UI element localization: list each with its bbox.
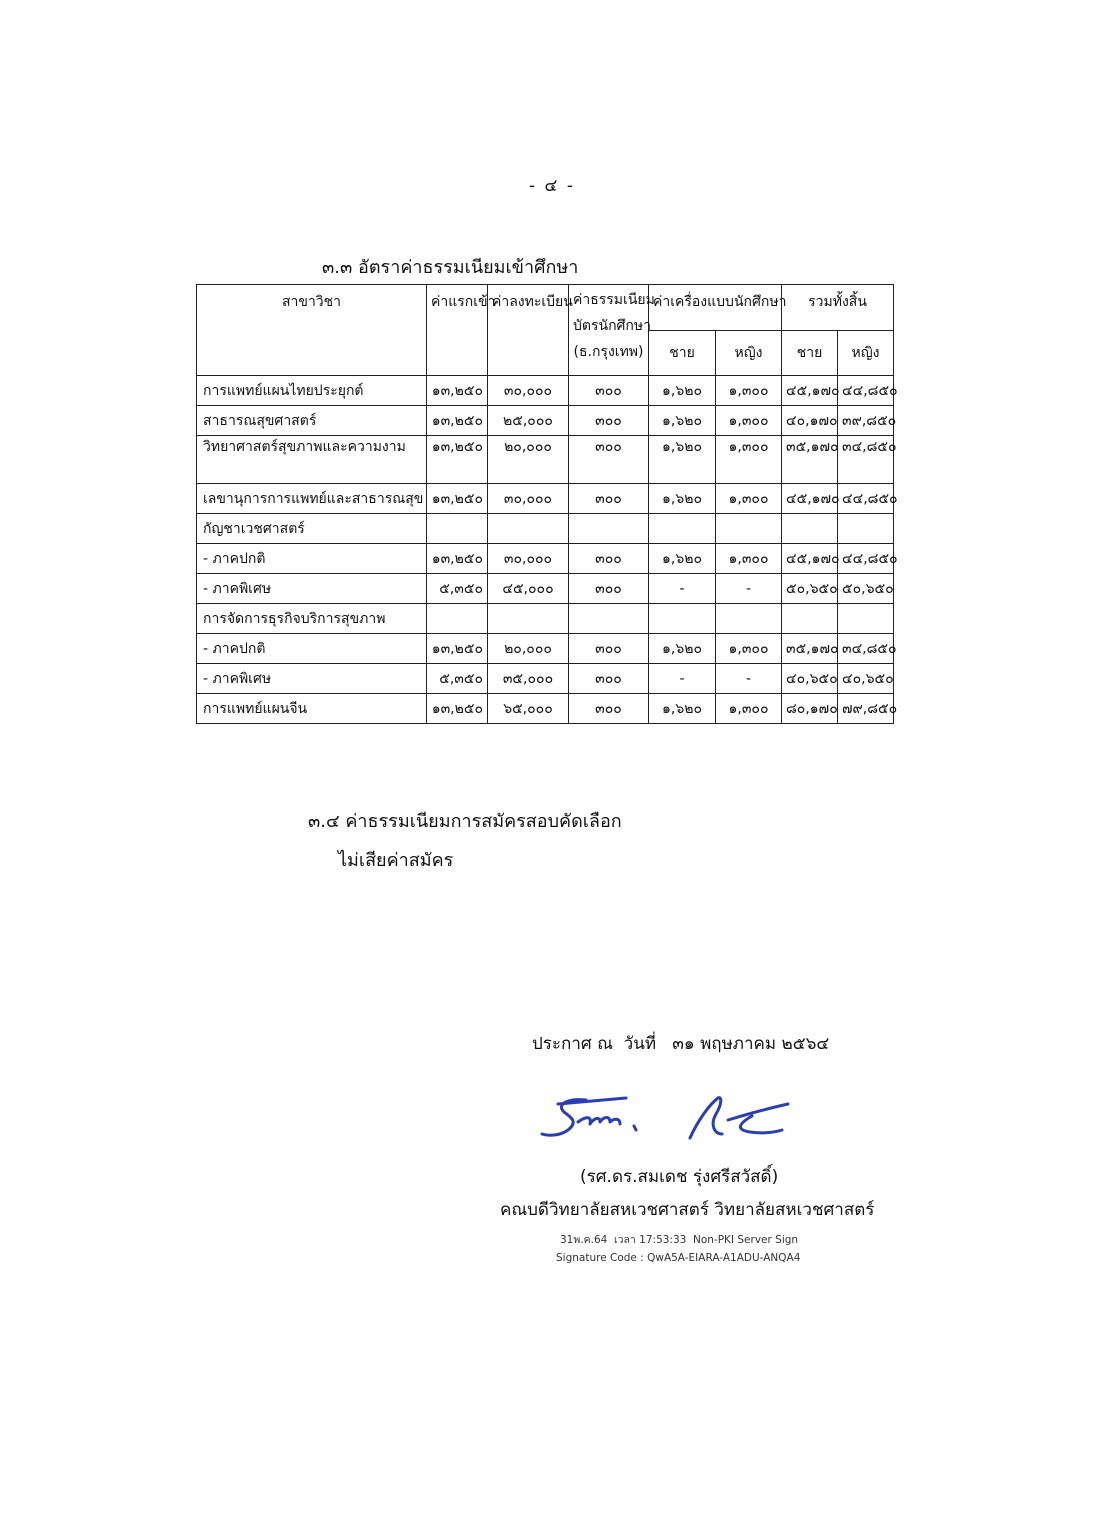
- header-total-male: ชาย: [782, 331, 838, 376]
- section-3-4-title: ๓.๔ ค่าธรรมเนียมการสมัครสอบคัดเลือก: [308, 811, 622, 832]
- header-card-fee-line1: ค่าธรรมเนียม: [573, 292, 655, 308]
- card-fee-cell: ๓๐๐: [569, 694, 649, 724]
- registration-cell: ๒๕,๐๐๐: [488, 406, 569, 436]
- entrance-cell: ๑๓,๒๕๐: [427, 634, 488, 664]
- header-uniform: ค่าเครื่องแบบนักศึกษา: [649, 285, 782, 331]
- total-male-cell: ๔๐,๑๗๐: [782, 406, 838, 436]
- program-name-cell: - ภาคพิเศษ: [197, 664, 427, 694]
- entrance-cell: ๕,๓๕๐: [427, 574, 488, 604]
- program-name-cell: การแพทย์แผนไทยประยุกต์: [197, 376, 427, 406]
- uniform-male-cell: ๑,๖๒๐: [649, 376, 716, 406]
- registration-cell: [488, 604, 569, 634]
- total-female-cell: [838, 514, 894, 544]
- table-row: [197, 574, 894, 604]
- card-fee-cell: ๓๐๐: [569, 406, 649, 436]
- entrance-cell: [427, 514, 488, 544]
- uniform-female-cell: -: [716, 574, 782, 604]
- total-female-cell: ๔๔,๘๕๐: [838, 544, 894, 574]
- uniform-female-cell: [716, 604, 782, 634]
- card-fee-cell: ๓๐๐: [569, 664, 649, 694]
- table-row: [197, 604, 894, 634]
- program-name-cell: สาธารณสุขศาสตร์: [197, 406, 427, 436]
- uniform-female-cell: ๑,๓๐๐: [716, 376, 782, 406]
- uniform-male-cell: -: [649, 574, 716, 604]
- uniform-female-cell: ๑,๓๐๐: [716, 406, 782, 436]
- signer-position: คณบดีวิทยาลัยสหเวชศาสตร์ วิทยาลัยสหเวชศาสตร์: [500, 1200, 875, 1220]
- header-card-fee: [569, 285, 655, 376]
- uniform-male-cell: [649, 604, 716, 634]
- uniform-male-cell: ๑,๖๒๐: [649, 484, 716, 514]
- table-row: [197, 634, 894, 664]
- uniform-male-cell: ๑,๖๒๐: [649, 406, 716, 436]
- fee-table: [196, 284, 898, 724]
- program-name-cell: วิทยาศาสตร์สุขภาพและความงาม: [197, 436, 427, 484]
- uniform-female-cell: [716, 514, 782, 544]
- program-name-cell: กัญชาเวชศาสตร์: [197, 514, 427, 544]
- header-uniform-female: หญิง: [716, 331, 782, 376]
- total-female-cell: ๔๐,๖๕๐: [838, 664, 894, 694]
- header-total-female: หญิง: [838, 331, 894, 376]
- entrance-cell: [427, 604, 488, 634]
- table-row: [197, 436, 894, 484]
- entrance-cell: ๕,๓๕๐: [427, 664, 488, 694]
- uniform-male-cell: ๑,๖๒๐: [649, 544, 716, 574]
- total-female-cell: ๓๔,๘๕๐: [838, 634, 894, 664]
- uniform-female-cell: ๑,๓๐๐: [716, 484, 782, 514]
- card-fee-cell: ๓๐๐: [569, 544, 649, 574]
- total-male-cell: ๕๐,๖๕๐: [782, 574, 838, 604]
- total-male-cell: ๔๕,๑๗๐: [782, 376, 838, 406]
- registration-cell: ๒๐,๐๐๐: [488, 436, 569, 484]
- registration-cell: ๔๕,๐๐๐: [488, 574, 569, 604]
- card-fee-cell: ๓๐๐: [569, 436, 649, 484]
- uniform-female-cell: ๑,๓๐๐: [716, 694, 782, 724]
- total-female-cell: [838, 604, 894, 634]
- card-fee-cell: ๓๐๐: [569, 376, 649, 406]
- table-row: [197, 544, 894, 574]
- registration-cell: ๓๕,๐๐๐: [488, 664, 569, 694]
- signature-code: Signature Code : QwA5A-EIARA-A1ADU-ANQA4: [556, 1252, 801, 1264]
- registration-cell: ๒๐,๐๐๐: [488, 634, 569, 664]
- card-fee-cell: [569, 514, 649, 544]
- uniform-male-cell: [649, 514, 716, 544]
- header-card-fee-line2: บัตรนักศึกษา: [573, 318, 651, 334]
- uniform-female-cell: ๑,๓๐๐: [716, 634, 782, 664]
- program-name-cell: เลขานุการการแพทย์และสาธารณสุข: [197, 484, 427, 514]
- handwritten-signature: [538, 1090, 808, 1154]
- uniform-male-cell: ๑,๖๒๐: [649, 436, 716, 484]
- header-total: รวมทั้งสิ้น: [782, 285, 894, 331]
- total-male-cell: [782, 604, 838, 634]
- header-program: สาขาวิชา: [197, 285, 427, 376]
- uniform-male-cell: ๑,๖๒๐: [649, 634, 716, 664]
- entrance-cell: ๑๓,๒๕๐: [427, 484, 488, 514]
- header-uniform-male: ชาย: [649, 331, 716, 376]
- sign-metadata: 31พ.ค.64 เวลา 17:53:33 Non-PKI Server Sign: [560, 1234, 799, 1246]
- entrance-cell: ๑๓,๒๕๐: [427, 544, 488, 574]
- page-number: - ๔ -: [529, 176, 575, 196]
- total-female-cell: ๓๔,๘๕๐: [838, 436, 894, 484]
- total-male-cell: [782, 514, 838, 544]
- registration-cell: ๓๐,๐๐๐: [488, 544, 569, 574]
- header-registration: ค่าลงทะเบียน: [488, 285, 569, 376]
- program-name-cell: การจัดการธุรกิจบริการสุขภาพ: [197, 604, 427, 634]
- total-female-cell: ๕๐,๖๕๐: [838, 574, 894, 604]
- table-row: [197, 406, 894, 436]
- announcement-date: ประกาศ ณ วันที่ ๓๑ พฤษภาคม ๒๕๖๔: [532, 1034, 830, 1054]
- uniform-female-cell: -: [716, 664, 782, 694]
- section-3-4-text: ไม่เสียค่าสมัคร: [338, 850, 454, 871]
- section-3-3-title: ๓.๓ อัตราค่าธรรมเนียมเข้าศึกษา: [322, 257, 579, 278]
- total-female-cell: ๔๔,๘๕๐: [838, 484, 894, 514]
- table-row: [197, 484, 894, 514]
- program-name-cell: - ภาคปกติ: [197, 634, 427, 664]
- entrance-cell: ๑๓,๒๕๐: [427, 376, 488, 406]
- program-name-cell: - ภาคพิเศษ: [197, 574, 427, 604]
- table-row: [197, 376, 894, 406]
- card-fee-cell: ๓๐๐: [569, 574, 649, 604]
- total-male-cell: ๘๐,๑๗๐: [782, 694, 838, 724]
- table-row: [197, 664, 894, 694]
- total-male-cell: ๔๐,๖๕๐: [782, 664, 838, 694]
- entrance-cell: ๑๓,๒๕๐: [427, 406, 488, 436]
- registration-cell: [488, 514, 569, 544]
- registration-cell: ๖๕,๐๐๐: [488, 694, 569, 724]
- registration-cell: ๓๐,๐๐๐: [488, 376, 569, 406]
- total-female-cell: ๔๔,๘๕๐: [838, 376, 894, 406]
- header-entrance: ค่าแรกเข้า: [427, 285, 488, 376]
- card-fee-cell: ๓๐๐: [569, 634, 649, 664]
- fee-table-body: [197, 376, 898, 724]
- total-female-cell: ๓๙,๘๕๐: [838, 406, 894, 436]
- table-row: [197, 694, 894, 724]
- uniform-female-cell: ๑,๓๐๐: [716, 544, 782, 574]
- card-fee-cell: ๓๐๐: [569, 484, 649, 514]
- entrance-cell: ๑๓,๒๕๐: [427, 694, 488, 724]
- registration-cell: ๓๐,๐๐๐: [488, 484, 569, 514]
- total-female-cell: ๗๙,๘๕๐: [838, 694, 894, 724]
- total-male-cell: ๓๕,๑๗๐: [782, 436, 838, 484]
- header-card-fee-line3: (ธ.กรุงเทพ): [573, 344, 644, 360]
- total-male-cell: ๔๕,๑๗๐: [782, 484, 838, 514]
- card-fee-cell: [569, 604, 649, 634]
- entrance-cell: ๑๓,๒๕๐: [427, 436, 488, 484]
- uniform-male-cell: ๑,๖๒๐: [649, 694, 716, 724]
- uniform-male-cell: -: [649, 664, 716, 694]
- program-name-cell: - ภาคปกติ: [197, 544, 427, 574]
- signer-name: (รศ.ดร.สมเดช รุ่งศรีสวัสดิ์): [580, 1167, 779, 1187]
- total-male-cell: ๔๕,๑๗๐: [782, 544, 838, 574]
- uniform-female-cell: ๑,๓๐๐: [716, 436, 782, 484]
- table-row: [197, 514, 894, 544]
- total-male-cell: ๓๕,๑๗๐: [782, 634, 838, 664]
- program-name-cell: การแพทย์แผนจีน: [197, 694, 427, 724]
